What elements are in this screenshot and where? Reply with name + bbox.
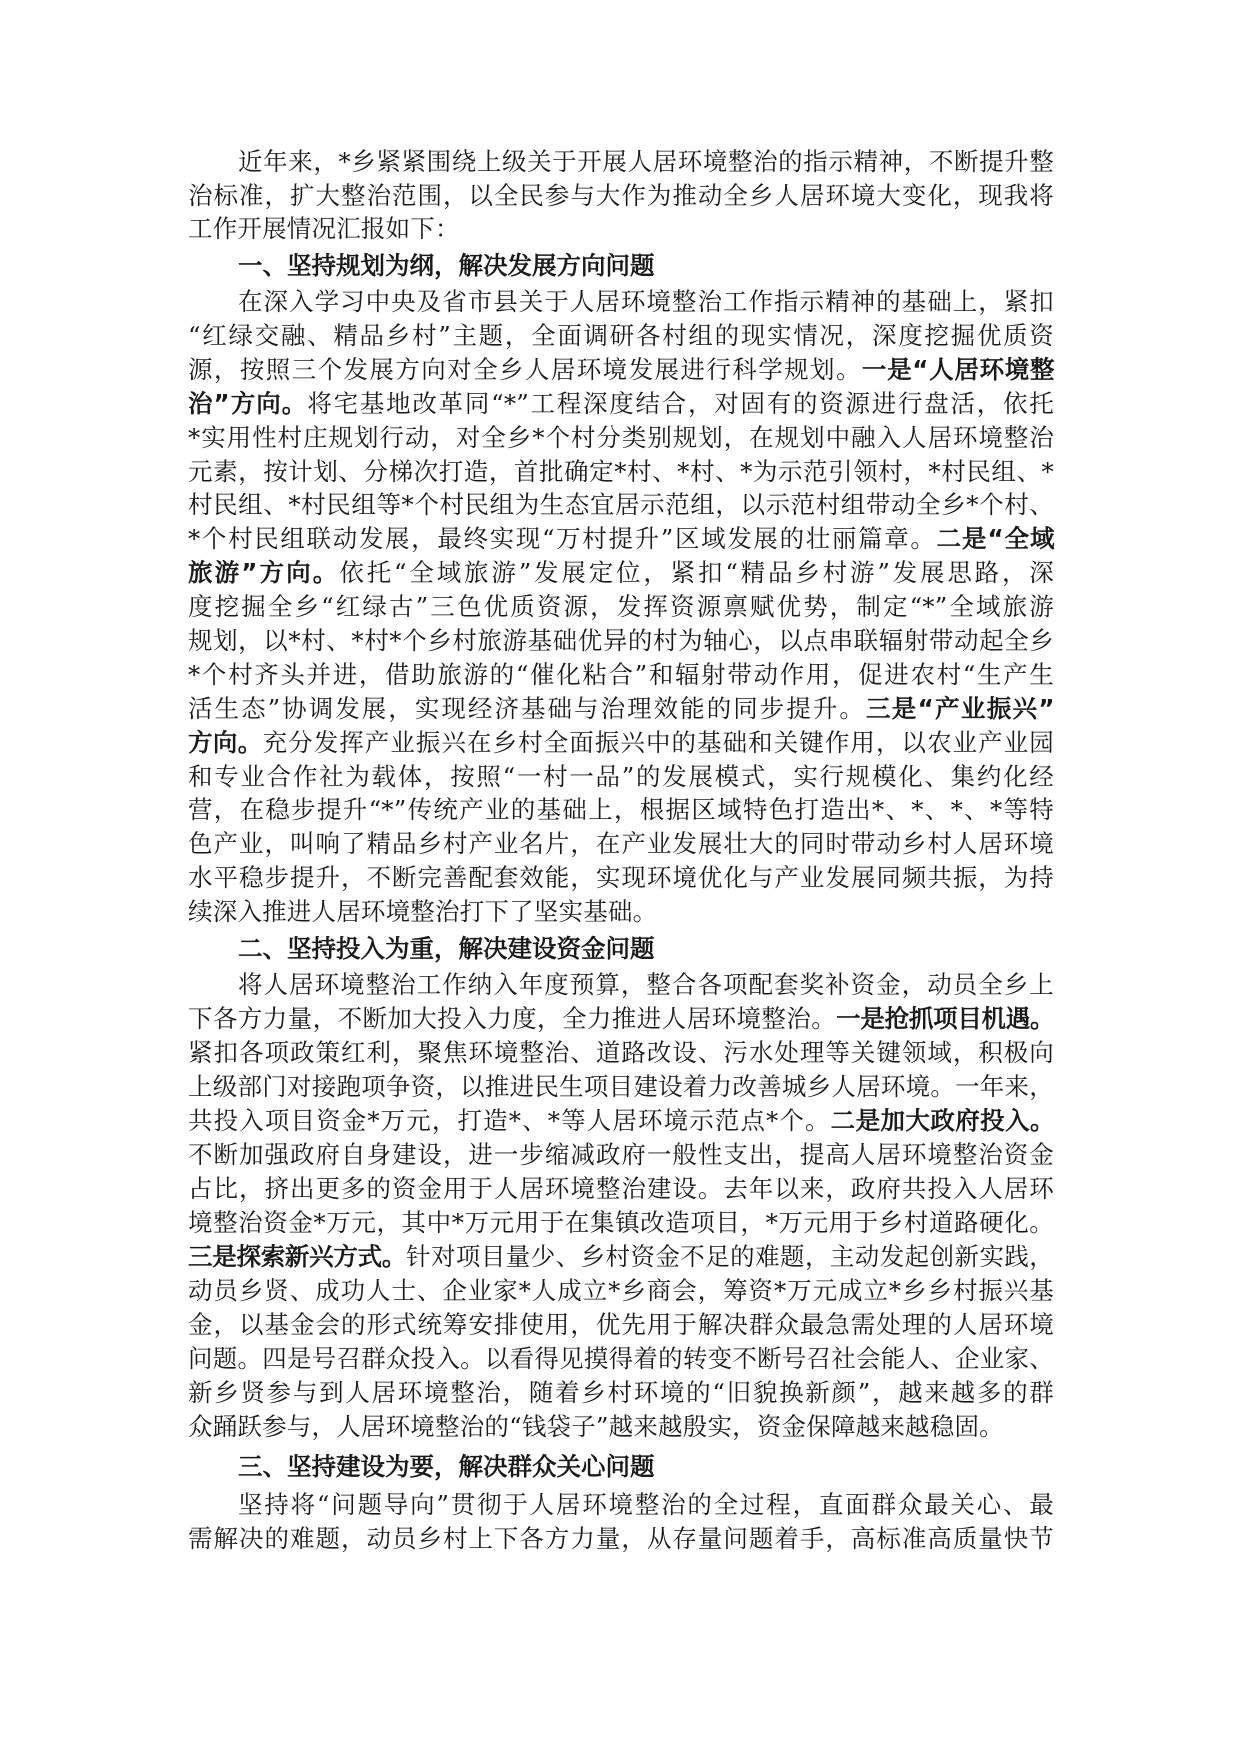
- text-line: [188, 488, 1054, 522]
- text-run: 水平稳步提升，不断完善配套效能，实现环境优化与产业发展同频共振，为持: [188, 863, 1054, 892]
- text-line: [188, 1138, 1054, 1172]
- text-line: [188, 692, 1054, 726]
- text-line: [188, 1070, 1054, 1104]
- text-line: [188, 1172, 1054, 1206]
- text-line: [188, 179, 1054, 213]
- text-line: [188, 212, 1054, 246]
- bold-phrase: 旅游”方向。: [188, 558, 340, 587]
- text-run: 源，按照三个发展方向对全乡人居环境发展进行科学规划。: [188, 355, 862, 384]
- text-line: [188, 319, 1054, 353]
- bold-phrase: 三是“产业振兴”: [865, 694, 1054, 723]
- text-run: 活生态”协调发展，实现经济基础与治理效能的同步提升。: [188, 694, 866, 723]
- text-line: [188, 1240, 1054, 1274]
- text-run: *实用性村庄规划行动，对全乡*个村分类别规划，在规划中融入人居环境整治: [188, 423, 1054, 452]
- text-line: [188, 793, 1054, 827]
- text-run: 治标准，扩大整治范围，以全民参与大作为推动全乡人居环境大变化，现我将: [188, 181, 1054, 210]
- text-run: 境整治资金*万元，其中*万元用于在集镇改造项目，*万元用于乡村道路硬化。: [188, 1208, 1054, 1237]
- text-run: 三、坚持建设为要，解决群众关心问题: [238, 1452, 655, 1481]
- text-run: 需解决的难题，动员乡村上下各方力量，从存量问题着手，高标准高质量快节: [188, 1524, 1054, 1553]
- text-line: [238, 145, 1054, 179]
- text-line: [188, 421, 1054, 455]
- text-run: 问题。四是号召群众投入。以看得见摸得着的转变不断号召社会能人、企业家、: [188, 1344, 1054, 1373]
- text-run: 充分发挥产业振兴在乡村全面振兴中的基础和关键作用，以农业产业园: [262, 728, 1054, 757]
- text-line: [188, 556, 1054, 590]
- text-line: [188, 522, 1054, 556]
- bold-phrase: 方向。: [188, 728, 263, 757]
- text-run: 依托“全域旅游”发展定位，紧扣“精品乡村游”发展思路，深: [339, 558, 1054, 587]
- text-run: 不断加强政府自身建设，进一步缩减政府一般性支出，提高人居环境整治资金: [188, 1140, 1054, 1169]
- text-run: 近年来，*乡紧紧围绕上级关于开展人居环境整治的指示精神，不断提升整: [238, 147, 1054, 176]
- section-heading: [238, 1450, 655, 1484]
- text-line: [188, 658, 1054, 692]
- bold-phrase: 治”方向。: [188, 389, 308, 418]
- text-line: [188, 1104, 1054, 1138]
- text-line: [188, 1522, 1054, 1556]
- bold-phrase: 一是“人居环境整: [861, 355, 1055, 384]
- text-run: *个村齐头并进，借助旅游的“催化粘合”和辐射带动作用，促进农村“生产生: [188, 660, 1054, 689]
- text-run: 规划，以*村、*村*个乡村旅游基础优异的村为轴心，以点串联辐射带动起全乡: [188, 626, 1054, 655]
- text-run: *个村民组联动发展，最终实现“万村提升”区域发展的壮丽篇章。: [188, 524, 937, 553]
- text-run: 金，以基金会的形式统筹安排使用，优先用于解决群众最急需处理的人居环境: [188, 1310, 1054, 1339]
- text-line: [188, 387, 1054, 421]
- text-line: [188, 1206, 1054, 1240]
- text-run: 坚持将“问题导向”贯彻于人居环境整治的全过程，直面群众最关心、最: [238, 1490, 1054, 1519]
- bold-phrase: 二是加大政府投入。: [830, 1106, 1054, 1135]
- text-line: [188, 1274, 1054, 1308]
- text-line: [188, 827, 1054, 861]
- text-line: [188, 455, 1054, 489]
- text-run: 和专业合作社为载体，按照“一村一品”的发展模式，实行规模化、集约化经: [188, 762, 1054, 791]
- text-line: [188, 590, 1054, 624]
- text-run: 在深入学习中央及省市县关于人居环境整治工作指示精神的基础上，紧扣: [238, 287, 1054, 316]
- text-line: [188, 861, 1054, 895]
- text-line: [238, 1488, 1054, 1522]
- text-line: [188, 1410, 1054, 1444]
- text-line: [188, 624, 1054, 658]
- text-run: 工作开展情况汇报如下：: [188, 214, 460, 243]
- text-run: 紧扣各项政策红利，聚焦环境整治、道路改设、污水处理等关键领域，积极向: [188, 1038, 1054, 1067]
- text-run: 占比，挤出更多的资金用于人居环境整治建设。去年以来，政府共投入人居环: [188, 1174, 1054, 1203]
- text-run: 针对项目量少、乡村资金不足的难题，主动发起创新实践，: [406, 1242, 1055, 1271]
- text-line: [188, 1342, 1054, 1376]
- text-line: [188, 1376, 1054, 1410]
- text-run: 色产业，叫响了精品乡村产业名片，在产业发展壮大的同时带动乡村人居环境: [188, 829, 1054, 858]
- text-line: [188, 1308, 1054, 1342]
- bold-phrase: 二是“全域: [936, 524, 1054, 553]
- text-run: 下各方力量，不断加大投入力度，全力推进人居环境整治。: [188, 1004, 837, 1033]
- text-run: 上级部门对接跑项争资，以推进民生项目建设着力改善城乡人居环境。一年来，: [188, 1072, 1054, 1101]
- text-run: 新乡贤参与到人居环境整治，随着乡村环境的“旧貌换新颜”，越来越多的群: [188, 1378, 1054, 1407]
- text-run: 将人居环境整治工作纳入年度预算，整合各项配套奖补资金，动员全乡上: [238, 970, 1054, 999]
- section-heading: [238, 932, 655, 966]
- text-line: [238, 285, 1054, 319]
- text-run: 动员乡贤、成功人士、企业家*人成立*乡商会，筹资*万元成立*乡乡村振兴基: [188, 1276, 1054, 1305]
- text-run: 度挖掘全乡“红绿古”三色优质资源，发挥资源禀赋优势，制定“*”全域旅游: [188, 592, 1054, 621]
- text-run: 续深入推进人居环境整治打下了坚实基础。: [188, 897, 658, 926]
- text-line: [188, 726, 1054, 760]
- text-run: 共投入项目资金*万元，打造*、*等人居环境示范点*个。: [188, 1106, 831, 1135]
- text-line: [238, 968, 1054, 1002]
- bold-phrase: 一是抢抓项目机遇。: [836, 1004, 1055, 1033]
- text-line: [188, 760, 1054, 794]
- text-line: [188, 353, 1054, 387]
- text-line: [188, 1036, 1054, 1070]
- bold-phrase: 三是探索新兴方式。: [188, 1242, 407, 1271]
- text-run: 众踊跃参与，人居环境整治的“钱袋子”越来越殷实，资金保障越来越稳固。: [188, 1412, 1004, 1441]
- text-run: 二、坚持投入为重，解决建设资金问题: [238, 934, 655, 963]
- text-line: [188, 895, 1054, 929]
- section-heading: [238, 249, 655, 283]
- text-run: 一、坚持规划为纲，解决发展方向问题: [238, 251, 655, 280]
- text-run: 营，在稳步提升“*”传统产业的基础上，根据区域特色打造出*、*、*、*等特: [188, 795, 1054, 824]
- text-run: 村民组、*村民组等*个村民组为生态宜居示范组，以示范村组带动全乡*个村、: [188, 490, 1054, 519]
- text-run: 元素，按计划、分梯次打造，首批确定*村、*村、*为示范引领村，*村民组、*: [188, 457, 1054, 486]
- text-run: 将宅基地改革同“*”工程深度结合，对固有的资源进行盘活，依托: [307, 389, 1054, 418]
- text-run: “红绿交融、精品乡村”主题，全面调研各村组的现实情况，深度挖掘优质资: [188, 321, 1054, 350]
- text-line: [188, 1002, 1054, 1036]
